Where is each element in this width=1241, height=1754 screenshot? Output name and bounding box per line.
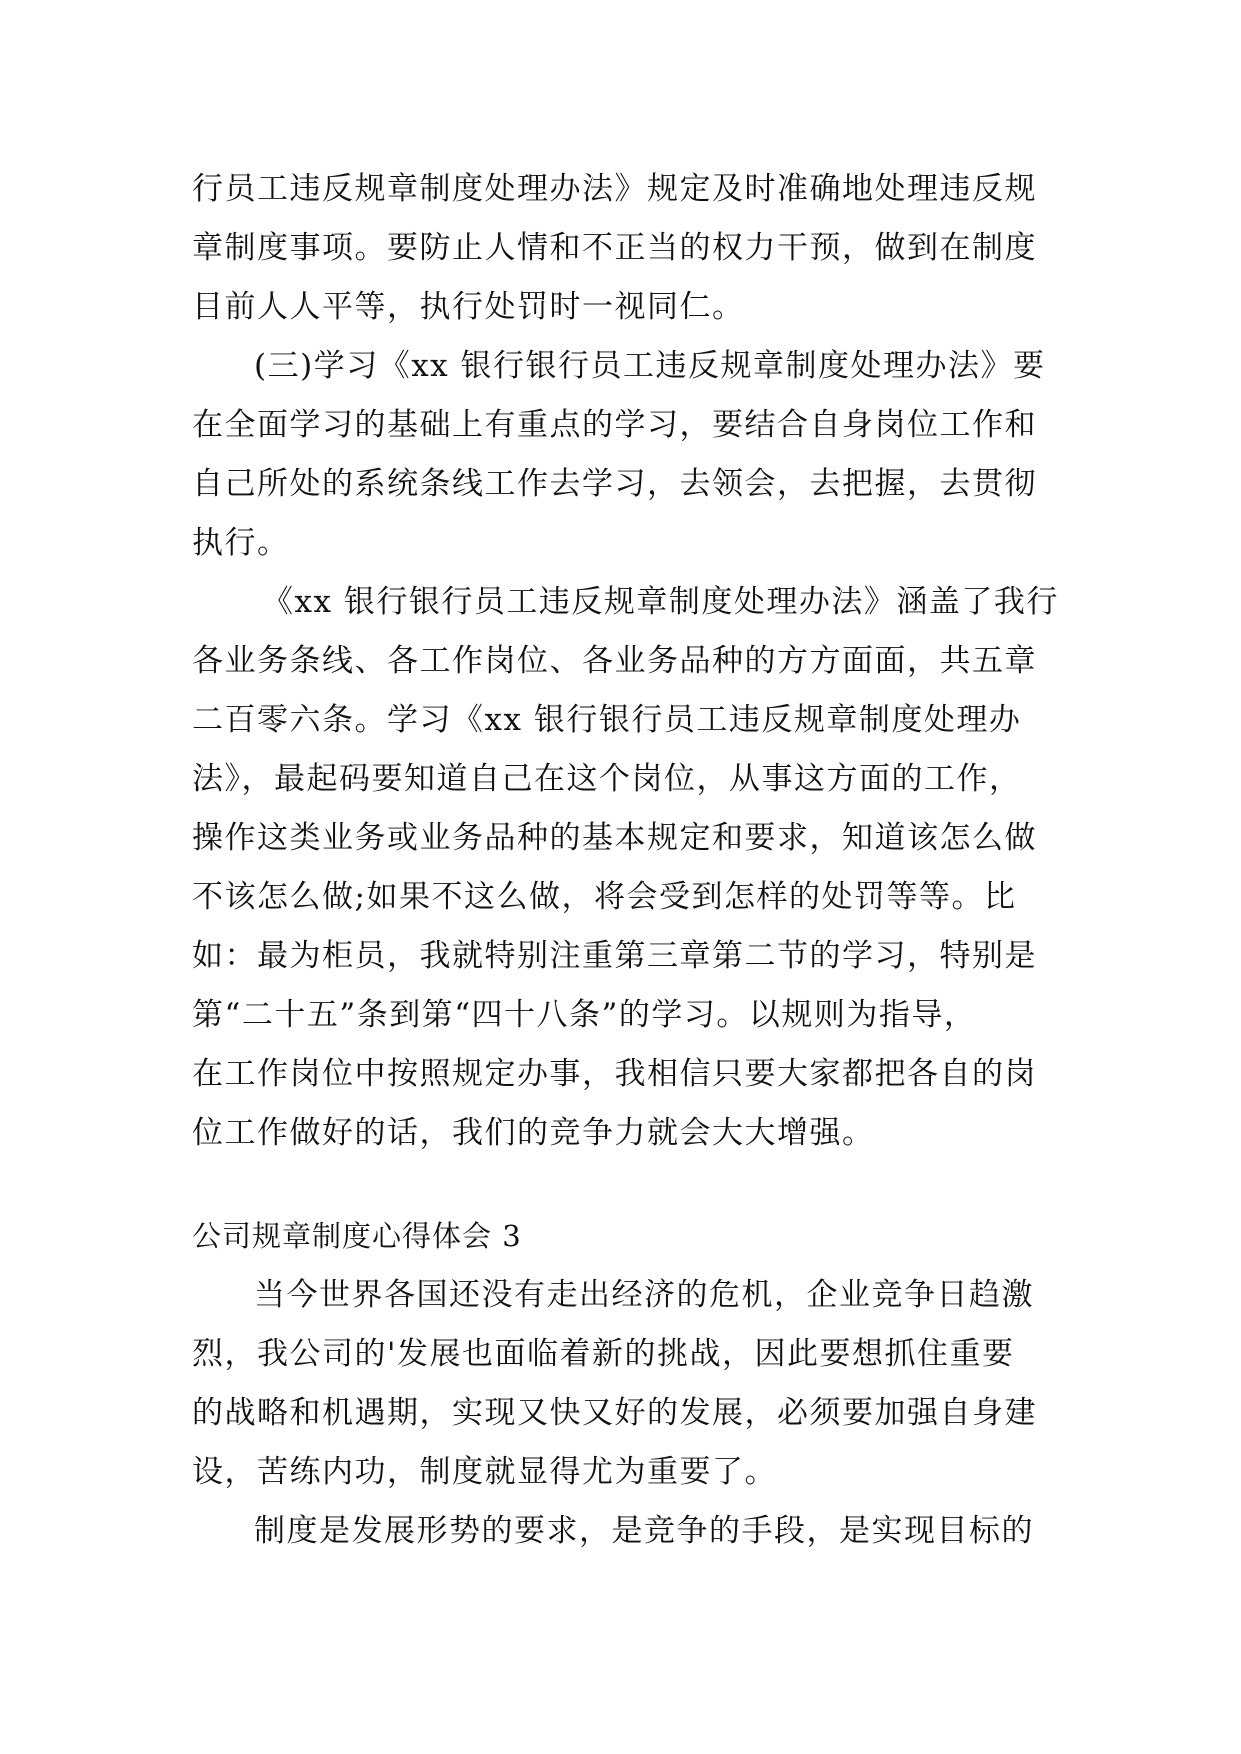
text-line: 的战略和机遇期，实现又快又好的发展，必须要加强自身建 [192,1395,1037,1431]
text-line: 各业务条线、各工作岗位、各业务品种的方方面面，共五章 [192,643,1037,679]
text-line: 自己所处的系统条线工作去学习，去领会，去把握，去贯彻 [192,466,1037,502]
text-line: 法》，最起码要知道自己在这个岗位，从事这方面的工作， [192,761,1022,797]
text-line: 章制度事项。要防止人情和不正当的权力干预，做到在制度 [192,230,1037,266]
text-line: 制度是发展形势的要求，是竞争的手段，是实现目标的 [254,1513,1034,1549]
section-spacer [192,1163,1062,1207]
text-line: 烈，我公司的'发展也面临着新的挑战，因此要想抓住重要 [192,1336,1015,1372]
text-line: 不该怎么做;如果不这么做，将会受到怎样的处罚等等。比 [192,879,1017,915]
text-line: 在全面学习的基础上有重点的学习，要结合自身岗位工作和 [192,407,1037,443]
text-line: 在工作岗位中按照规定办事，我相信只要大家都把各自的岗 [192,1056,1037,1092]
text-line: 如：最为柜员，我就特别注重第三章第二节的学习，特别是 [192,938,1037,974]
text-line: 第“二十五”条到第“四十八条”的学习。以规则为指导， [192,997,977,1033]
text-line: 行员工违反规章制度处理办法》规定及时准确地处理违反规 [192,171,1037,207]
text-line: 目前人人平等，执行处罚时一视同仁。 [192,289,745,325]
paragraph-system-purpose [192,1502,1062,1561]
text-line: (三)学习《xx 银行银行员工违反规章制度处理办法》要 [254,348,1046,384]
text-line: 《xx 银行银行员工违反规章制度处理办法》涵盖了我行 [262,584,1059,620]
text-line: 设，苦练内功，制度就显得尤为重要了。 [192,1454,777,1490]
text-line: 执行。 [192,525,290,561]
section-heading: 公司规章制度心得体会 3 [192,1219,522,1253]
text-line: 二百零六条。学习《xx 银行银行员工违反规章制度处理办 [192,702,1022,738]
text-line: 位工作做好的话，我们的竞争力就会大大增强。 [192,1115,875,1151]
paragraph-study-focus [192,337,1062,573]
document-body [192,160,1062,1561]
text-line: 操作这类业务或业务品种的基本规定和要求，知道该怎么做 [192,820,1037,856]
paragraph-continuation [192,160,1062,337]
text-line: 当今世界各国还没有走出经济的危机，企业竞争日趋激 [254,1277,1034,1313]
paragraph-economic-context [192,1266,1062,1502]
paragraph-coverage [192,573,1062,1163]
